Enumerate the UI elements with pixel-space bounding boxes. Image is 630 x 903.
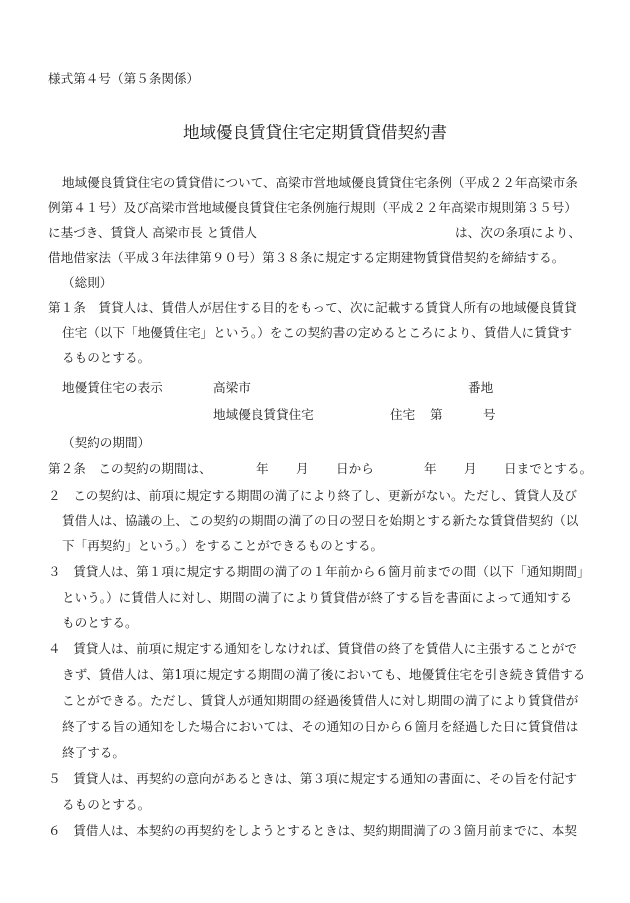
article2-month-until: 月	[464, 461, 477, 476]
intro-line-2: 例第４１号）及び高梁市営地域優良賃貸住宅条例施行規則（平成２２年高梁市規則第３５号）	[48, 200, 577, 215]
clause2-6-line-1: ６ 賃借人は、本契約の再契約をしようとするときは、契約期間満了の３箇月前までに、本契	[48, 823, 577, 838]
article2-month-from: 月	[296, 461, 309, 476]
heading-general: （総則）	[62, 275, 113, 290]
article1-line-1: 第１条 賃貸人は、賃借人が居住する目的をもって、次に記載する賃貸人所有の地域優良賃貸	[48, 300, 577, 315]
document-title: 地域優良賃貸住宅定期賃貸借契約書	[183, 123, 447, 142]
clause2-4-line-2: きず、賃借人は、第1項に規定する期間の満了後においても、地優賃住宅を引き続き賃借する	[62, 667, 586, 682]
article2-year-from: 年	[256, 461, 269, 476]
intro-line-3b: は、次の条項により、	[455, 225, 581, 240]
article2-day-until: 日までとする。	[504, 461, 593, 476]
clause2-4-line-5: 終了する。	[62, 745, 125, 760]
clause2-3-line-1: ３ 賃貸人は、第１項に規定する期間の満了の１年前から６箇月前までの間（以下「通知期間」	[48, 564, 590, 579]
property-dai: 第	[430, 407, 443, 422]
clause2-3-line-2: という。）に賃借人に対し、期間の満了により賃貸借が終了する旨を書面によって通知する	[62, 590, 573, 605]
clause2-4-line-3: ことができる。ただし、賃貸人が通知期間の経過後賃借人に対し期間の満了により賃貸借が	[62, 693, 579, 708]
form-number-label: 様式第４号（第５条関係）	[48, 71, 200, 86]
article1-line-2: 住宅（以下「地優賃住宅」という。）をこの契約書の定めるところにより、賃借人に賃貸す	[62, 325, 573, 340]
article2-day-from: 日から	[336, 461, 374, 476]
intro-line-4: 借地借家法（平成３年法律第９０号）第３８条に規定する定期建物賃貸借契約を締結する。	[48, 250, 565, 265]
clause2-4-line-1: ４ 賃貸人は、前項に規定する通知をしなければ、賃貸借の終了を賃借人に主張することがで	[48, 641, 577, 656]
article2-lead: 第２条 この契約の期間は、	[48, 461, 212, 476]
property-go: 号	[483, 407, 496, 422]
article1-line-3: るものとする。	[62, 350, 151, 365]
property-jutaku: 住宅	[390, 407, 416, 422]
property-building: 地域優良賃貸住宅	[213, 407, 314, 422]
clause2-3-line-3: ものとする。	[62, 615, 138, 630]
intro-line-1: 地域優良賃貸住宅の賃貸借について、高梁市営地域優良賃貸住宅条例（平成２２年高梁市条	[62, 175, 578, 190]
clause2-4-line-4: 終了する旨の通知をした場合においては、その通知の日から６箇月を経過した日に賃貸借は	[62, 719, 579, 734]
article2-year-until: 年	[424, 461, 437, 476]
property-display-label: 地優賃住宅の表示	[62, 380, 163, 395]
clause2-5-line-2: るものとする。	[62, 797, 151, 812]
clause2-2-line-2: 賃借人は、協議の上、この契約の期間の満了の日の翌日を始期とする新たな賃貸借契約（以	[62, 513, 579, 528]
clause2-2-line-1: ２ この契約は、前項に規定する期間の満了により終了し、更新がない。ただし、賃貸人及び	[48, 488, 577, 503]
property-city: 高梁市	[213, 380, 251, 395]
clause2-2-line-3: 下「再契約」という。）をすることができるものとする。	[62, 538, 384, 553]
property-banchi: 番地	[468, 380, 494, 395]
heading-contract-period: （契約の期間）	[62, 435, 151, 450]
intro-line-3a: に基づき、賃貸人 高梁市長 と賃借人	[48, 225, 258, 240]
clause2-5-line-1: ５ 賃貸人は、再契約の意向があるときは、第３項に規定する通知の書面に、その旨を付記す	[48, 771, 577, 786]
